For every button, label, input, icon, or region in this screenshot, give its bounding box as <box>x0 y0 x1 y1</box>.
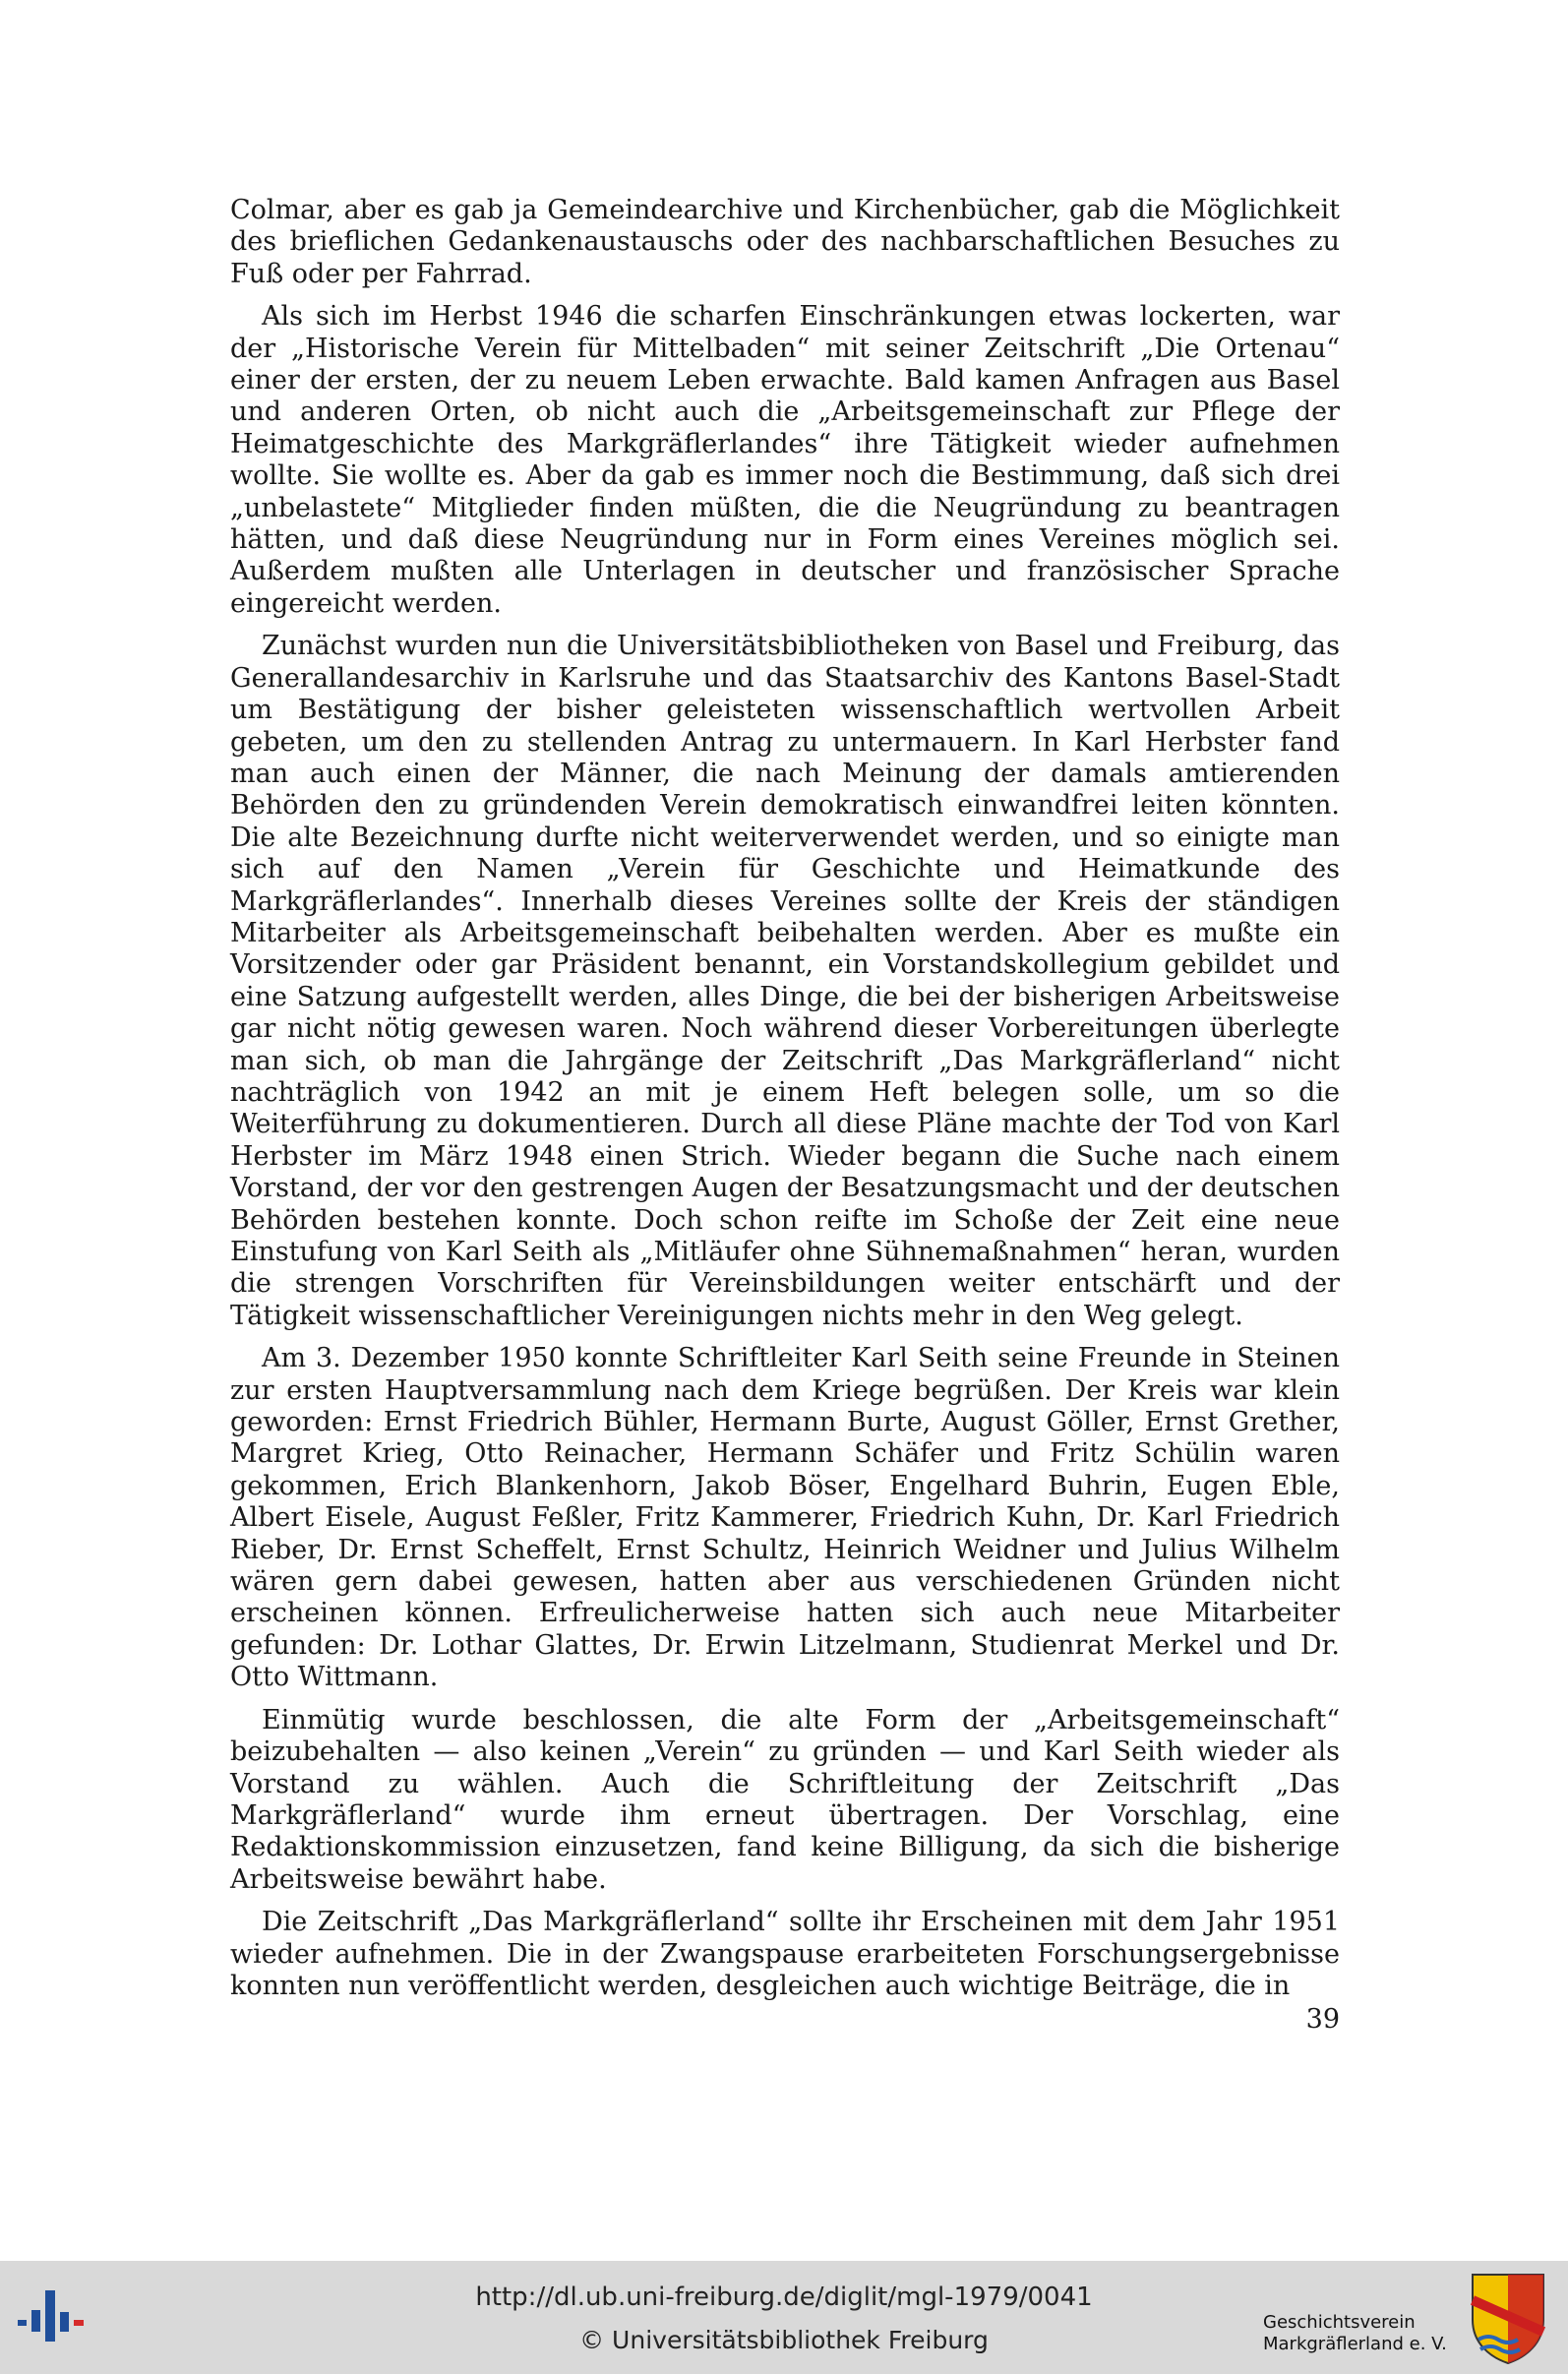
coat-of-arms-icon <box>1469 2271 1547 2365</box>
page-number: 39 <box>1305 2004 1340 2035</box>
footer-organization <box>1263 2312 1447 2355</box>
paragraph: Einmütig wurde beschlossen, die alte Form der „Arbeitsgemeinschaft“ beizubehalten — also keinen „Verein“ zu gründen — und Karl Seith wieder als Vorstand zu wählen. Auch die Schriftleitung der Zeitschrift „Das Markgräflerland“ wurde ihm erneut übertragen. Der Vorschlag, eine Redaktionskommission einzusetzen, fand keine Billigung, da sich die bisherige Arbeitsweise bewährt habe. <box>230 1704 1340 1895</box>
footer-url[interactable]: http://dl.ub.uni-freiburg.de/diglit/mgl-1979/0041 <box>475 2283 1093 2312</box>
paragraph: Zunächst wurden nun die Universitätsbibliotheken von Basel und Freiburg, das Generallandesarchiv in Karlsruhe und das Staatsarchiv des Kantons Basel-Stadt um Bestätigung der bisher geleisteten wissenschaftlich wertvollen Arbeit gebeten, um den zu stellenden Antrag zu untermauern. In Karl Herbster fand man auch einen der Männer, die nach Meinung der damals amtierenden Behörden den zu gründenden Verein demokratisch einwandfrei leiten könnten. Die alte Bezeichnung durfte nicht weiterverwendet werden, und so einigte man sich auf den Namen „Verein für Geschichte und Heimatkunde des Markgräflerlandes“. Innerhalb dieses Vereines sollte der Kreis der ständigen Mitarbeiter als Arbeitsgemeinschaft beibehalten werden. Aber es mußte ein Vorsitzender oder gar Präsident benannt, ein Vorstandskollegium gebildet und eine Satzung aufgestellt werden, alles Dinge, die bei der bisherigen Arbeitsweise gar nicht nötig gewesen waren. Noch während dieser Vorbereitungen überlegte man sich, ob man die Jahrgänge der Zeitschrift „Das Markgräflerland“ nicht nachträglich von 1942 an mit je einem Heft belegen solle, um so die Weiterführung zu dokumentieren. Durch all diese Pläne machte der Tod von Karl Herbster im März 1948 einen Strich. Wieder begann die Suche nach einem Vorstand, der vor den gestrengen Augen der Besatzungsmacht und der deutschen Behörden bestehen konnte. Doch schon reifte im Schoße der Zeit eine neue Einstufung von Karl Seith als „Mitläufer ohne Sühnemaßnahmen“ heran, wurden die strengen Vorschriften für Vereinsbildungen weiter entschärft und der Tätigkeit wissenschaftlicher Vereinigungen nichts mehr in den Weg gelegt. <box>230 631 1340 1331</box>
paragraph: Die Zeitschrift „Das Markgräflerland“ sollte ihr Erscheinen mit dem Jahr 1951 wieder aufnehmen. Die in der Zwangspause erarbeiteten Forschungsergebnisse konnten nun veröffentlicht werden, desgleichen auch wichtige Beiträge, die in <box>230 1907 1340 2001</box>
footer-bar <box>0 2261 1568 2374</box>
footer-org-line2: Markgräflerland e. V. <box>1263 2334 1447 2354</box>
page-body <box>230 195 1340 2013</box>
paragraph: Als sich im Herbst 1946 die scharfen Einschränkungen etwas lockerten, war der „Historische Verein für Mittelbaden“ mit seiner Zeitschrift „Die Ortenau“ einer der ersten, der zu neuem Leben erwachte. Bald kamen Anfragen aus Basel und anderen Orten, ob nicht auch die „Arbeitsgemeinschaft zur Pflege der Heimatgeschichte des Markgräflerlandes“ ihre Tätigkeit wieder aufnehmen wollte. Sie wollte es. Aber da gab es immer noch die Bestimmung, daß sich drei „unbelastete“ Mitglieder finden müßten, die die Neugründung zu beantragen hätten, und daß diese Neugründung nur in Form eines Vereines möglich sei. Außerdem mußten alle Unterlagen in deutscher und französischer Sprache eingereicht werden. <box>230 301 1340 619</box>
paragraph: Am 3. Dezember 1950 konnte Schriftleiter Karl Seith seine Freunde in Steinen zur ersten Hauptversammlung nach dem Kriege begrüßen. Der Kreis war klein geworden: Ernst Friedrich Bühler, Hermann Burte, August Göller, Ernst Grether, Margret Krieg, Otto Reinacher, Hermann Schäfer und Fritz Schülin waren gekommen, Erich Blankenhorn, Jakob Böser, Engelhard Buhrin, Eugen Eble, Albert Eisele, August Feßler, Fritz Kammerer, Friedrich Kuhn, Dr. Karl Friedrich Rieber, Dr. Ernst Scheffelt, Ernst Schultz, Heinrich Weidner und Julius Wilhelm wären gern dabei gewesen, hatten aber aus verschiedenen Gründen nicht erscheinen können. Erfreulicherweise hatten sich auch neue Mitarbeiter gefunden: Dr. Lothar Glattes, Dr. Erwin Litzelmann, Studienrat Merkel und Dr. Otto Wittmann. <box>230 1343 1340 1693</box>
paragraph: Colmar, aber es gab ja Gemeindearchive und Kirchenbücher, gab die Möglichkeit des brieflichen Gedankenaustauschs oder des nachbarschaftlichen Besuches zu Fuß oder per Fahrrad. <box>230 195 1340 289</box>
footer-org-line1: Geschichtsverein <box>1263 2312 1416 2333</box>
footer-copyright: © Universitätsbibliothek Freiburg <box>579 2326 989 2354</box>
